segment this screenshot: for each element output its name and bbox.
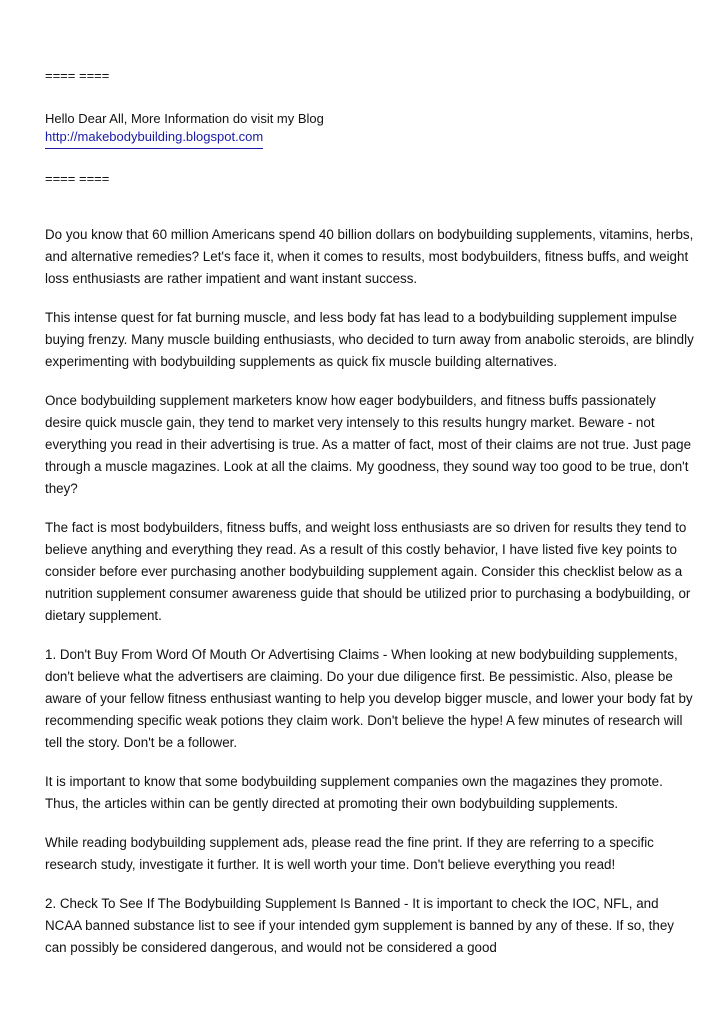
paragraph-8: 2. Check To See If The Bodybuilding Supplement Is Banned - It is important to check the IOC, NFL, and NCAA banned substance list to see if your intended gym supplement is banned by any of these. If so, they can possibly be considered dangerous, and would not be considered a good xyxy=(45,896,674,955)
paragraph-7: While reading bodybuilding supplement ads, please read the fine print. If they are referring to a specific research study, investigate it further. It is well worth your time. Don't believe everything you read! xyxy=(45,835,654,872)
separator-bottom: ==== ==== xyxy=(45,171,110,186)
paragraph-5: 1. Don't Buy From Word Of Mouth Or Advertising Claims - When looking at new bodybuilding supplements, don't believe what the advertisers are claiming. Do your due diligence first. Be pessimistic. Also, please be aware of your fellow fitness enthusiast wanting to help you develop bigger muscle, and lower your body fat by recommending specific weak potions they claim work. Don't believe the hype! A few minutes of research will tell the story. Don't be a follower. xyxy=(45,647,693,750)
article-body xyxy=(45,224,695,976)
paragraph-2: This intense quest for fat burning muscle, and less body fat has lead to a bodybuilding supplement impulse buying frenzy. Many muscle building enthusiasts, who decided to turn away from anabolic steroids, are blindly experimenting with bodybuilding supplements as quick fix muscle building alternatives. xyxy=(45,310,694,369)
intro-text: Hello Dear All, More Information do visit my Blog xyxy=(45,111,324,126)
paragraph-1: Do you know that 60 million Americans spend 40 billion dollars on bodybuilding supplements, vitamins, herbs, and alternative remedies? Let's face it, when it comes to results, most bodybuilders, fitness buffs, and weight loss enthusiasts are rather impatient and want instant success. xyxy=(45,227,694,286)
intro-block xyxy=(45,110,324,149)
paragraph-6: It is important to know that some bodybuilding supplement companies own the magazines they promote. Thus, the articles within can be gently directed at promoting their own bodybuilding supplements. xyxy=(45,774,663,811)
blog-link[interactable]: http://makebodybuilding.blogspot.com xyxy=(45,128,263,149)
paragraph-3: Once bodybuilding supplement marketers know how eager bodybuilders, and fitness buffs passionately desire quick muscle gain, they tend to market very intensely to this results hungry market. Beware - not everything you read in their advertising is true. As a matter of fact, most of their claims are not true. Just page through a muscle magazines. Look at all the claims. My goodness, they sound way too good to be true, don't they? xyxy=(45,393,692,496)
separator-top: ==== ==== xyxy=(45,68,110,83)
paragraph-4: The fact is most bodybuilders, fitness buffs, and weight loss enthusiasts are so driven for results they tend to believe anything and everything they read. As a result of this costly behavior, I have listed five key points to consider before ever purchasing another bodybuilding supplement again. Consider this checklist below as a nutrition supplement consumer awareness guide that should be utilized prior to purchasing a bodybuilding, or dietary supplement. xyxy=(45,520,691,623)
